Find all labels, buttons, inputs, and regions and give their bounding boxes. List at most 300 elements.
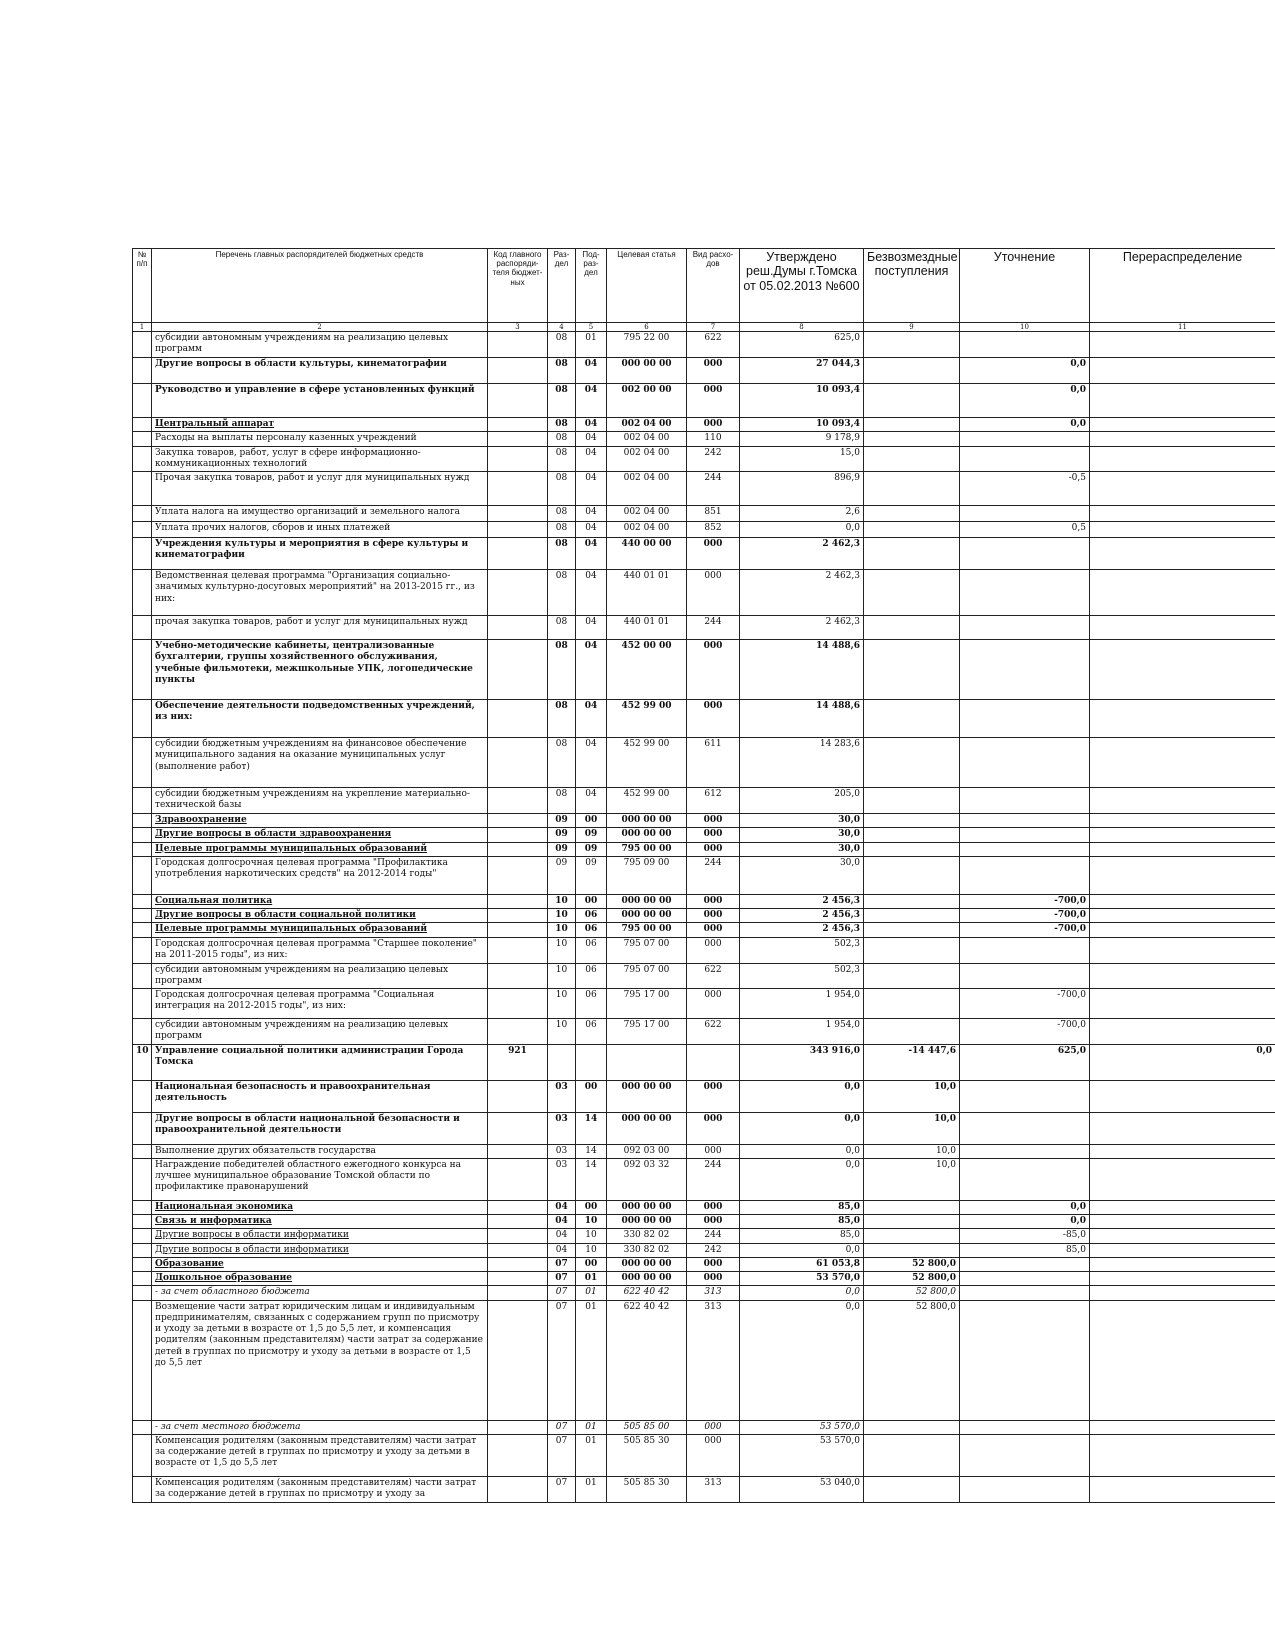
row-name: Ведомственная целевая программа "Организация социально-значимых культурно-досуговых мероприятий" на 2013-2015 гг., из них: [152,570,488,616]
row-subsection: 04 [576,616,607,640]
column-number: 2 [152,323,488,332]
row-name: Управление социальной политики администрации Города Томска [152,1044,488,1080]
row-redistribution [1090,909,1275,923]
row-expense-type: 000 [687,418,740,432]
row-code [488,570,548,616]
row-redistribution [1090,923,1275,937]
header-section: Раз-дел [548,249,576,323]
row-section: 08 [548,522,576,538]
row-approved: 205,0 [740,788,864,814]
row-approved: 2 462,3 [740,538,864,570]
row-free-receipts [864,856,960,894]
row-free-receipts [864,738,960,788]
row-approved: 27 044,3 [740,358,864,384]
row-approved: 2 456,3 [740,923,864,937]
row-name: Другие вопросы в области здравоохранения [152,828,488,842]
row-clarification: -85,0 [960,1229,1090,1243]
table-row [133,522,1275,538]
row-redistribution [1090,1257,1275,1271]
row-expense-type: 000 [687,989,740,1019]
row-free-receipts [864,937,960,963]
row-article: 000 00 00 [607,1272,687,1286]
row-expense-type: 110 [687,432,740,446]
row-code [488,522,548,538]
row-expense-type: 000 [687,700,740,738]
row-free-receipts: 10,0 [864,1158,960,1200]
row-free-receipts: 52 800,0 [864,1300,960,1420]
row-subsection: 04 [576,506,607,522]
row-article: 330 82 02 [607,1229,687,1243]
row-free-receipts [864,1200,960,1214]
column-number: 7 [687,323,740,332]
row-section: 07 [548,1300,576,1420]
header-expense-type: Вид расхо-дов [687,249,740,323]
row-number [133,332,152,358]
row-code [488,788,548,814]
column-number: 3 [488,323,548,332]
row-expense-type: 000 [687,842,740,856]
table-row [133,1257,1275,1271]
row-expense-type: 000 [687,1144,740,1158]
row-approved: 502,3 [740,937,864,963]
table-row [133,1019,1275,1045]
row-name: Учреждения культуры и мероприятия в сфере культуры и кинематографии [152,538,488,570]
row-expense-type: 852 [687,522,740,538]
row-code [488,640,548,700]
row-clarification [960,828,1090,842]
row-expense-type: 000 [687,1272,740,1286]
row-expense-type: 612 [687,788,740,814]
row-number [133,700,152,738]
row-free-receipts [864,418,960,432]
row-article: 505 85 00 [607,1420,687,1434]
row-subsection [576,1044,607,1080]
row-clarification: -700,0 [960,923,1090,937]
row-article: 002 04 00 [607,418,687,432]
row-name: Центральный аппарат [152,418,488,432]
row-clarification [960,332,1090,358]
budget-table [132,248,1275,1503]
row-subsection: 04 [576,570,607,616]
row-free-receipts [864,1229,960,1243]
row-subsection: 04 [576,432,607,446]
row-free-receipts [864,814,960,828]
row-redistribution [1090,1144,1275,1158]
row-number [133,989,152,1019]
row-approved: 14 488,6 [740,700,864,738]
row-code [488,538,548,570]
row-code [488,923,548,937]
row-free-receipts [864,1019,960,1045]
row-article: 795 17 00 [607,1019,687,1045]
row-section: 08 [548,616,576,640]
row-article: 452 00 00 [607,640,687,700]
row-code [488,446,548,472]
row-section: 08 [548,446,576,472]
row-section: 07 [548,1286,576,1300]
row-approved: 9 178,9 [740,432,864,446]
row-expense-type: 000 [687,358,740,384]
row-name: прочая закупка товаров, работ и услуг для муниципальных нужд [152,616,488,640]
row-article: 002 04 00 [607,432,687,446]
row-expense-type: 000 [687,1080,740,1112]
row-clarification [960,538,1090,570]
row-clarification [960,640,1090,700]
row-number [133,522,152,538]
row-clarification [960,1300,1090,1420]
row-number [133,384,152,418]
table-row [133,1144,1275,1158]
row-name: Обеспечение деятельности подведомственных учреждений, из них: [152,700,488,738]
row-article: 092 03 00 [607,1144,687,1158]
row-section: 08 [548,432,576,446]
table-row [133,963,1275,989]
row-name: Другие вопросы в области информатики [152,1229,488,1243]
row-redistribution [1090,1200,1275,1214]
table-row [133,814,1275,828]
row-section: 10 [548,923,576,937]
row-clarification: -700,0 [960,989,1090,1019]
row-free-receipts [864,909,960,923]
row-name: - за счет областного бюджета [152,1286,488,1300]
row-subsection: 01 [576,1420,607,1434]
row-code [488,418,548,432]
row-subsection: 04 [576,700,607,738]
row-code [488,1144,548,1158]
row-approved: 0,0 [740,1300,864,1420]
row-approved: 2 462,3 [740,570,864,616]
row-article: 000 00 00 [607,828,687,842]
row-subsection: 10 [576,1229,607,1243]
row-approved: 0,0 [740,1112,864,1144]
row-section: 07 [548,1434,576,1476]
row-approved: 343 916,0 [740,1044,864,1080]
row-approved: 0,0 [740,1243,864,1257]
row-name: Городская долгосрочная целевая программа "Социальная интеграция на 2012-2015 годы", из них: [152,989,488,1019]
row-clarification: 0,0 [960,358,1090,384]
row-subsection: 14 [576,1144,607,1158]
row-section: 10 [548,937,576,963]
row-number [133,828,152,842]
row-free-receipts [864,963,960,989]
row-code [488,1229,548,1243]
row-approved: 15,0 [740,446,864,472]
row-section: 07 [548,1420,576,1434]
row-redistribution [1090,937,1275,963]
row-redistribution [1090,894,1275,908]
row-redistribution [1090,856,1275,894]
row-article: 795 09 00 [607,856,687,894]
row-clarification [960,1476,1090,1502]
row-article: 440 01 01 [607,616,687,640]
row-redistribution [1090,1229,1275,1243]
row-number [133,894,152,908]
row-expense-type: 000 [687,384,740,418]
table-row [133,1420,1275,1434]
row-redistribution [1090,446,1275,472]
row-number [133,856,152,894]
row-subsection: 01 [576,1272,607,1286]
row-clarification [960,1158,1090,1200]
row-expense-type: 622 [687,963,740,989]
row-free-receipts: 10,0 [864,1112,960,1144]
row-expense-type: 622 [687,332,740,358]
column-number: 11 [1090,323,1275,332]
column-number: 6 [607,323,687,332]
row-number [133,1144,152,1158]
row-number [133,963,152,989]
table-row [133,1200,1275,1214]
row-subsection: 09 [576,856,607,894]
row-article: 795 07 00 [607,963,687,989]
row-section: 08 [548,570,576,616]
row-clarification: 0,0 [960,418,1090,432]
table-row [133,1243,1275,1257]
row-number [133,432,152,446]
row-code [488,989,548,1019]
row-approved: 0,0 [740,1144,864,1158]
row-clarification [960,963,1090,989]
table-row [133,1229,1275,1243]
row-article: 000 00 00 [607,894,687,908]
header-free-receipts: Безвозмездные поступления [864,249,960,323]
row-clarification [960,788,1090,814]
row-section: 08 [548,384,576,418]
row-free-receipts [864,842,960,856]
row-number [133,1229,152,1243]
row-expense-type: 244 [687,616,740,640]
table-row [133,616,1275,640]
row-code [488,700,548,738]
row-approved: 0,0 [740,1286,864,1300]
row-redistribution [1090,1434,1275,1476]
table-row [133,989,1275,1019]
row-free-receipts [864,640,960,700]
row-subsection: 14 [576,1158,607,1200]
row-expense-type: 000 [687,909,740,923]
row-free-receipts [864,894,960,908]
row-redistribution [1090,1215,1275,1229]
column-number: 5 [576,323,607,332]
row-section: 07 [548,1272,576,1286]
row-subsection: 06 [576,937,607,963]
row-name: субсидии автономным учреждениям на реализацию целевых программ [152,332,488,358]
row-name: Связь и информатика [152,1215,488,1229]
table-row [133,1286,1275,1300]
row-free-receipts: 52 800,0 [864,1272,960,1286]
row-expense-type: 611 [687,738,740,788]
row-expense-type: 313 [687,1300,740,1420]
row-redistribution [1090,814,1275,828]
column-number-row [133,323,1275,332]
row-expense-type: 000 [687,570,740,616]
row-name: Другие вопросы в области культуры, кинематографии [152,358,488,384]
row-code [488,828,548,842]
row-approved: 53 570,0 [740,1272,864,1286]
row-article: 000 00 00 [607,358,687,384]
row-expense-type: 000 [687,1215,740,1229]
row-number [133,1286,152,1300]
row-free-receipts [864,923,960,937]
row-code [488,384,548,418]
row-name: Другие вопросы в области национальной безопасности и правоохранительной деятельности [152,1112,488,1144]
row-redistribution [1090,1080,1275,1112]
row-free-receipts [864,332,960,358]
row-number [133,1272,152,1286]
row-free-receipts [864,358,960,384]
header-redistribution: Перераспределение [1090,249,1275,323]
row-approved: 1 954,0 [740,1019,864,1045]
row-section: 08 [548,640,576,700]
row-clarification [960,700,1090,738]
row-approved: 53 040,0 [740,1476,864,1502]
row-code [488,894,548,908]
row-name: Национальная безопасность и правоохранительная деятельность [152,1080,488,1112]
row-number [133,640,152,700]
row-code [488,814,548,828]
row-expense-type: 000 [687,814,740,828]
row-approved: 30,0 [740,856,864,894]
row-name: Дошкольное образование [152,1272,488,1286]
row-article: 452 99 00 [607,700,687,738]
row-number [133,1112,152,1144]
row-clarification [960,1112,1090,1144]
row-subsection: 00 [576,1200,607,1214]
row-clarification: 0,0 [960,384,1090,418]
header-number: № п/п [133,249,152,323]
table-row [133,1300,1275,1420]
row-redistribution [1090,570,1275,616]
row-section: 08 [548,472,576,506]
table-row [133,828,1275,842]
row-article: 002 04 00 [607,506,687,522]
row-section: 04 [548,1215,576,1229]
row-subsection: 04 [576,384,607,418]
row-section: 08 [548,788,576,814]
row-code [488,1272,548,1286]
row-section: 09 [548,828,576,842]
row-name: Уплата налога на имущество организаций и земельного налога [152,506,488,522]
row-section: 03 [548,1158,576,1200]
row-article: 092 03 32 [607,1158,687,1200]
row-number [133,1200,152,1214]
row-code [488,1243,548,1257]
row-article: 000 00 00 [607,814,687,828]
row-number [133,738,152,788]
row-section: 04 [548,1200,576,1214]
row-approved: 0,0 [740,1080,864,1112]
row-name: Награждение победителей областного ежегодного конкурса на лучшее муниципальное образование Томской области по профилактике правонарушений [152,1158,488,1200]
row-number [133,1420,152,1434]
row-expense-type: 000 [687,640,740,700]
row-code [488,472,548,506]
row-approved: 30,0 [740,828,864,842]
row-subsection: 01 [576,1434,607,1476]
row-approved: 2 456,3 [740,909,864,923]
row-number [133,937,152,963]
row-expense-type: 000 [687,1200,740,1214]
row-approved: 85,0 [740,1200,864,1214]
row-clarification [960,1080,1090,1112]
row-article: 002 04 00 [607,472,687,506]
row-approved: 502,3 [740,963,864,989]
row-clarification [960,1434,1090,1476]
row-section: 10 [548,989,576,1019]
row-number [133,446,152,472]
row-subsection: 04 [576,522,607,538]
row-name: Другие вопросы в области социальной политики [152,909,488,923]
row-clarification: 0,0 [960,1215,1090,1229]
row-article: 795 07 00 [607,937,687,963]
row-approved: 53 570,0 [740,1434,864,1476]
row-approved: 625,0 [740,332,864,358]
row-code [488,616,548,640]
row-article: 505 85 30 [607,1476,687,1502]
row-redistribution [1090,1243,1275,1257]
row-clarification [960,856,1090,894]
row-redistribution [1090,1019,1275,1045]
row-article: 000 00 00 [607,1215,687,1229]
row-approved: 53 570,0 [740,1420,864,1434]
table-row [133,700,1275,738]
row-free-receipts: 52 800,0 [864,1286,960,1300]
row-code [488,1112,548,1144]
row-article: 000 00 00 [607,1080,687,1112]
row-subsection: 06 [576,1019,607,1045]
row-number [133,1080,152,1112]
header-code: Код главного распоряди-теля бюджет-ных [488,249,548,323]
row-subsection: 01 [576,1476,607,1502]
row-expense-type: 000 [687,828,740,842]
table-row [133,538,1275,570]
row-redistribution [1090,472,1275,506]
row-redistribution [1090,538,1275,570]
row-code [488,1215,548,1229]
row-free-receipts [864,788,960,814]
row-article: 795 22 00 [607,332,687,358]
row-number [133,358,152,384]
row-expense-type: 851 [687,506,740,522]
row-section: 07 [548,1257,576,1271]
row-code [488,1286,548,1300]
row-redistribution [1090,1272,1275,1286]
row-approved: 30,0 [740,814,864,828]
row-clarification [960,506,1090,522]
row-redistribution [1090,332,1275,358]
row-section: 10 [548,894,576,908]
row-redistribution [1090,384,1275,418]
row-approved: 85,0 [740,1229,864,1243]
row-number [133,842,152,856]
row-free-receipts [864,538,960,570]
table-row [133,909,1275,923]
row-name: Компенсация родителям (законным представителям) части затрат за содержание детей в группах по присмотру и уходу за детьми в возрасте от 1,5 до 5,5 лет [152,1434,488,1476]
row-name: Социальная политика [152,894,488,908]
row-redistribution [1090,828,1275,842]
row-clarification [960,1272,1090,1286]
row-number [133,418,152,432]
row-approved: 61 053,8 [740,1257,864,1271]
row-number [133,472,152,506]
row-name: Здравоохранение [152,814,488,828]
row-subsection: 01 [576,332,607,358]
header-distributors: Перечень главных распорядителей бюджетных средств [152,249,488,323]
row-approved: 2,6 [740,506,864,522]
row-code [488,1434,548,1476]
row-free-receipts [864,989,960,1019]
row-clarification: -0,5 [960,472,1090,506]
row-expense-type: 244 [687,1158,740,1200]
